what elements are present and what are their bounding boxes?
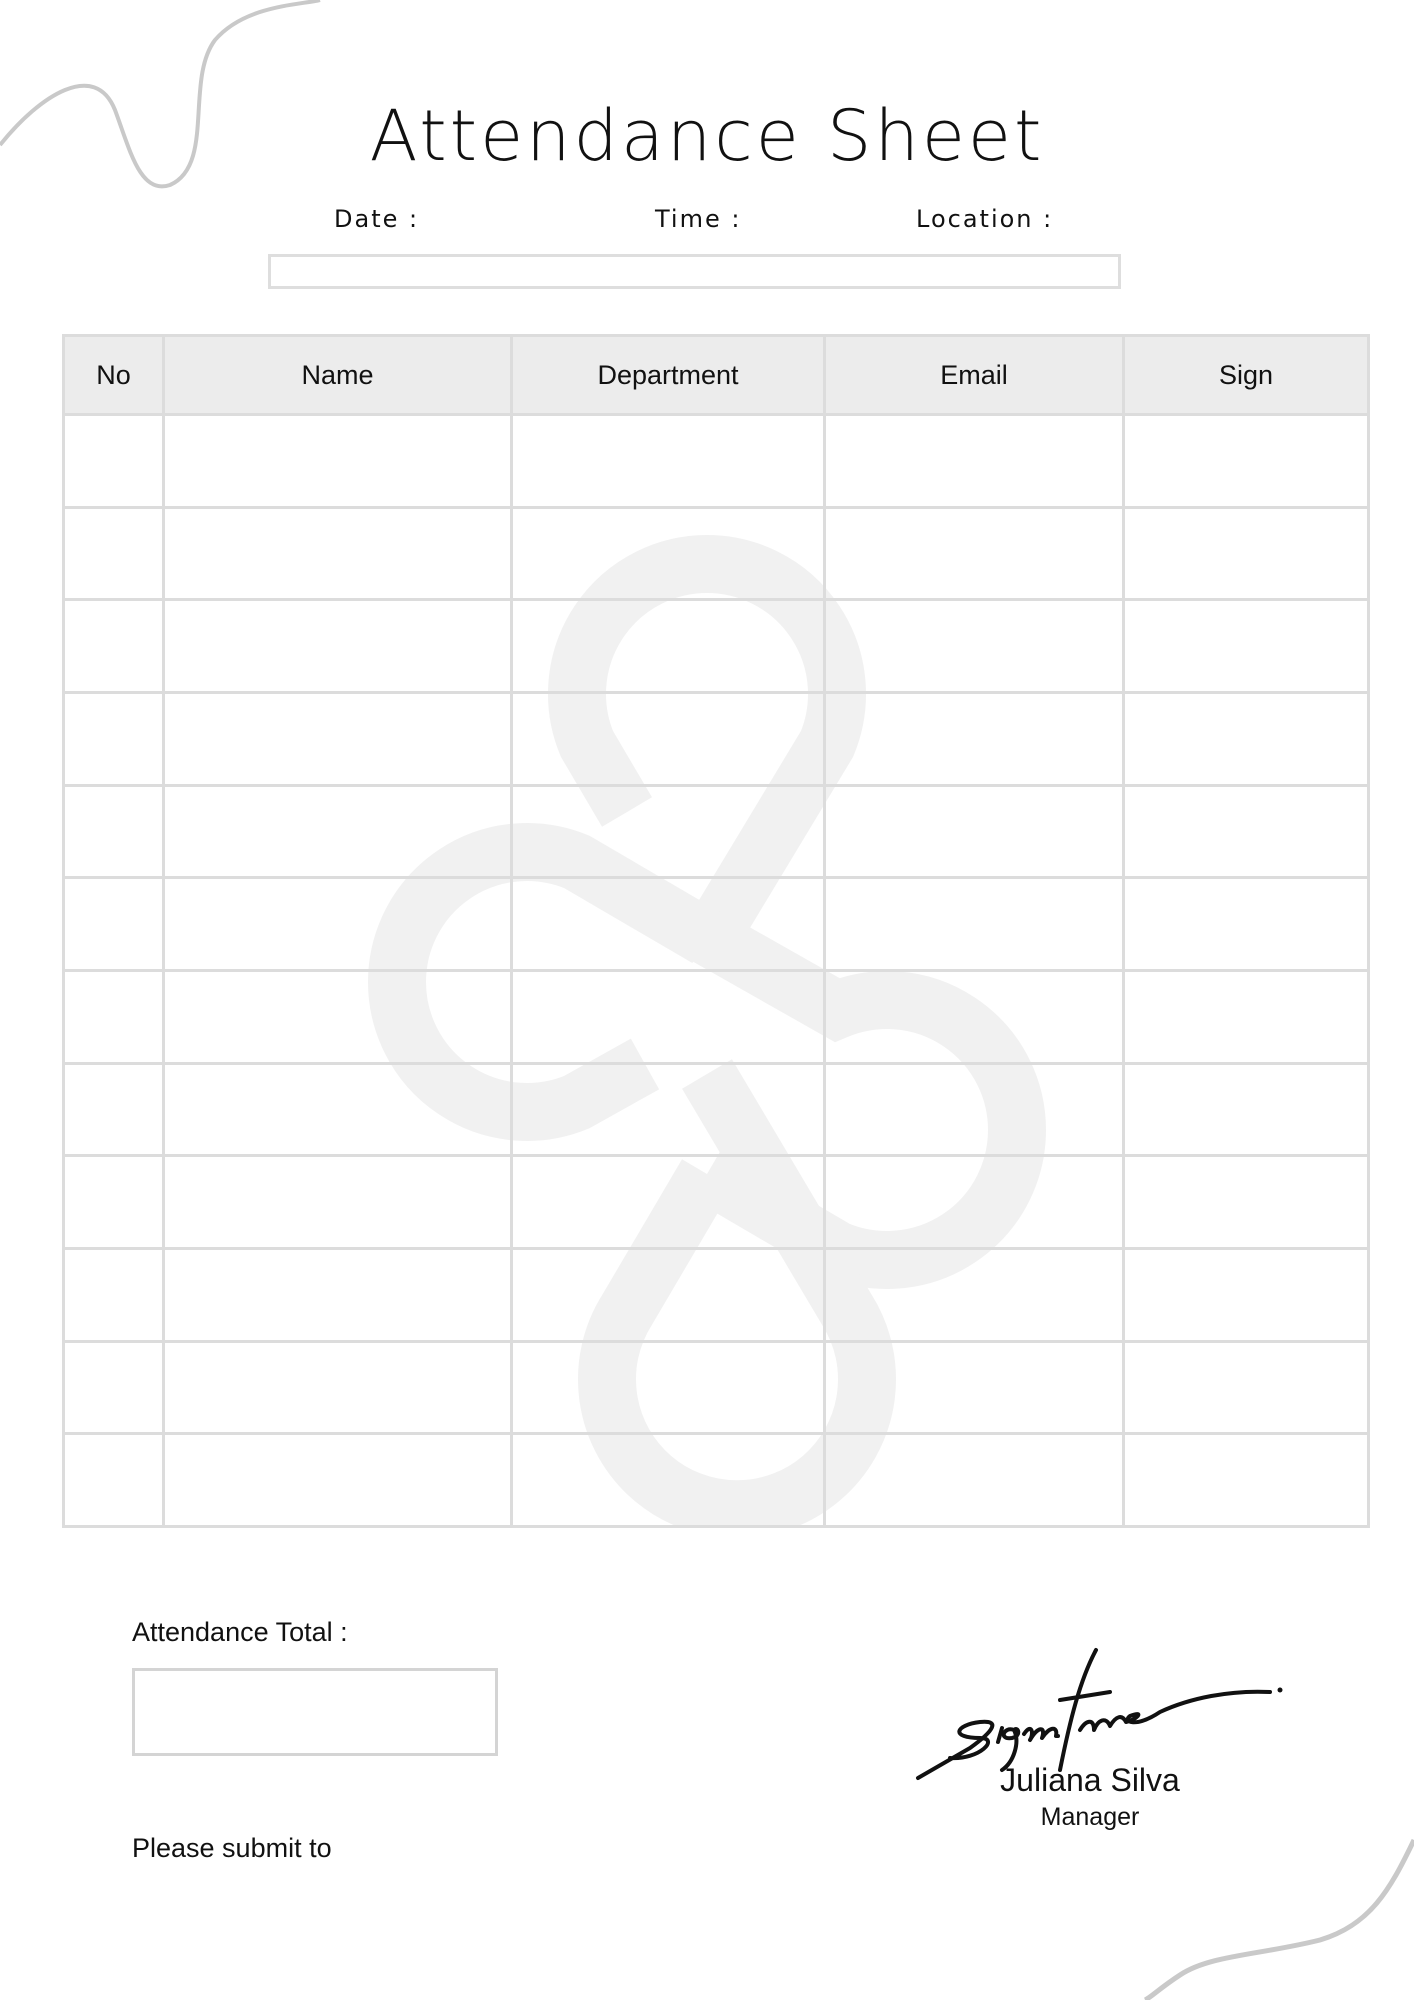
column-header-name: Name [164,336,512,415]
date-label: Date : [334,205,420,233]
table-cell-sign[interactable] [1124,878,1369,971]
table-cell-name[interactable] [164,1434,512,1527]
table-cell-department[interactable] [512,692,825,785]
page-title: Attendance Sheet [369,95,1045,177]
table-header-row [64,336,1369,415]
signer-name: Juliana Silva [1000,1762,1180,1798]
column-header-no: No [64,336,164,415]
table-cell-email[interactable] [825,1341,1124,1434]
attendance-total-label: Attendance Total : [132,1617,348,1647]
table-cell-name[interactable] [164,878,512,971]
table-row [64,415,1369,508]
table-cell-email[interactable] [825,1063,1124,1156]
signer-role: Manager [1040,1803,1140,1831]
attendance-table [62,334,1370,1528]
table-row [64,1341,1369,1434]
table-cell-email[interactable] [825,415,1124,508]
table-cell-name[interactable] [164,1063,512,1156]
table-cell-no[interactable] [64,970,164,1063]
table-row [64,1248,1369,1341]
table-cell-email[interactable] [825,878,1124,971]
table-row [64,785,1369,878]
table-row [64,970,1369,1063]
table-cell-email[interactable] [825,692,1124,785]
table-cell-no[interactable] [64,1156,164,1249]
table-cell-sign[interactable] [1124,970,1369,1063]
table-cell-no[interactable] [64,1248,164,1341]
table-cell-sign[interactable] [1124,1063,1369,1156]
table-cell-name[interactable] [164,600,512,693]
table-cell-sign[interactable] [1124,1434,1369,1527]
table-cell-sign[interactable] [1124,415,1369,508]
table-cell-email[interactable] [825,600,1124,693]
table-cell-name[interactable] [164,970,512,1063]
table-row [64,692,1369,785]
table-cell-sign[interactable] [1124,1341,1369,1434]
column-header-email: Email [825,336,1124,415]
table-cell-department[interactable] [512,1248,825,1341]
attendance-table-area [62,334,1352,1528]
table-cell-no[interactable] [64,785,164,878]
table-cell-no[interactable] [64,1341,164,1434]
table-row [64,1063,1369,1156]
table-cell-sign[interactable] [1124,1156,1369,1249]
table-cell-no[interactable] [64,878,164,971]
table-cell-department[interactable] [512,415,825,508]
column-header-department: Department [512,336,825,415]
table-cell-name[interactable] [164,415,512,508]
table-cell-sign[interactable] [1124,785,1369,878]
table-row [64,878,1369,971]
table-cell-department[interactable] [512,970,825,1063]
table-row [64,600,1369,693]
table-cell-sign[interactable] [1124,600,1369,693]
table-cell-email[interactable] [825,1156,1124,1249]
table-row [64,1434,1369,1527]
table-cell-sign[interactable] [1124,1248,1369,1341]
table-cell-email[interactable] [825,1248,1124,1341]
table-cell-no[interactable] [64,1434,164,1527]
table-cell-name[interactable] [164,785,512,878]
table-cell-department[interactable] [512,1341,825,1434]
date-time-location-field[interactable] [268,254,1121,289]
table-cell-email[interactable] [825,507,1124,600]
table-cell-name[interactable] [164,1156,512,1249]
table-cell-department[interactable] [512,1434,825,1527]
attendance-total-field[interactable] [132,1668,498,1756]
table-cell-department[interactable] [512,507,825,600]
table-cell-no[interactable] [64,415,164,508]
table-cell-department[interactable] [512,878,825,971]
table-cell-name[interactable] [164,507,512,600]
table-cell-sign[interactable] [1124,507,1369,600]
table-cell-no[interactable] [64,600,164,693]
table-cell-department[interactable] [512,600,825,693]
table-cell-no[interactable] [64,1063,164,1156]
table-cell-email[interactable] [825,785,1124,878]
submit-to-label: Please submit to [132,1833,332,1863]
location-label: Location : [916,205,1054,233]
table-cell-department[interactable] [512,785,825,878]
table-cell-department[interactable] [512,1156,825,1249]
table-row [64,507,1369,600]
table-cell-name[interactable] [164,1248,512,1341]
table-cell-sign[interactable] [1124,692,1369,785]
column-header-sign: Sign [1124,336,1369,415]
time-label: Time : [655,205,742,233]
table-cell-department[interactable] [512,1063,825,1156]
table-cell-no[interactable] [64,507,164,600]
table-cell-name[interactable] [164,692,512,785]
table-cell-email[interactable] [825,970,1124,1063]
table-cell-email[interactable] [825,1434,1124,1527]
table-row [64,1156,1369,1249]
table-cell-name[interactable] [164,1341,512,1434]
table-cell-no[interactable] [64,692,164,785]
